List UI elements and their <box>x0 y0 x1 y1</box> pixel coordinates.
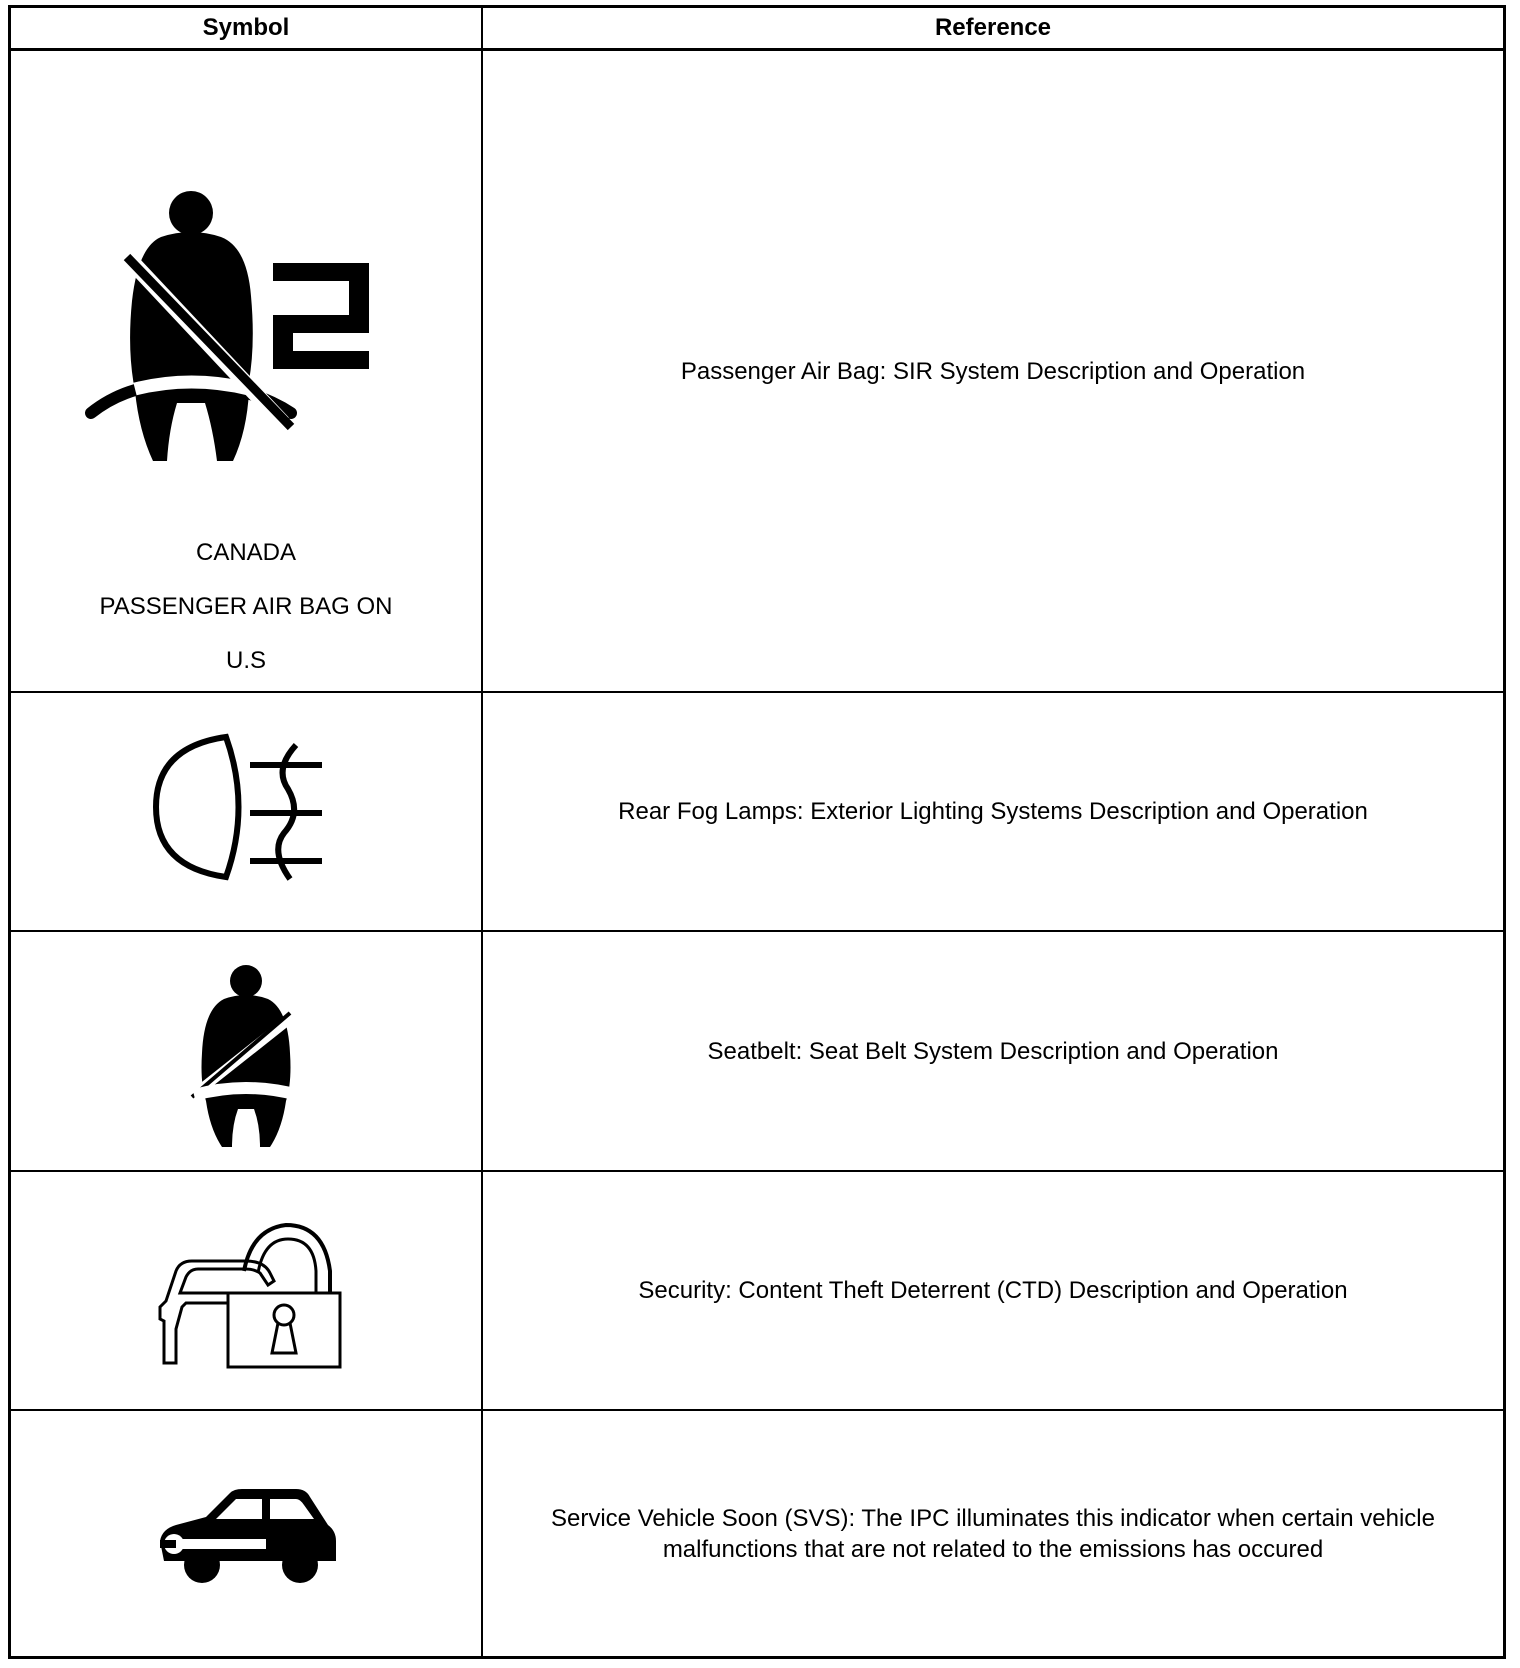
seatbelt-airbag-2-icon <box>11 51 481 511</box>
symbol-cell-service-vehicle <box>11 1411 481 1657</box>
reference-seatbelt: Seatbelt: Seat Belt System Description and Operation <box>707 1037 1279 1065</box>
caption-us: U.S <box>225 647 266 674</box>
seatbelt-icon <box>166 951 326 1151</box>
reference-security: Security: Content Theft Deterrent (CTD) Description and Operation <box>638 1277 1348 1304</box>
symbol-column-header: Symbol <box>202 14 290 41</box>
caption-passenger-air-bag-on: PASSENGER AIR BAG ON <box>99 593 393 620</box>
caption-canada: CANADA <box>195 539 297 566</box>
service-vehicle-wrench-icon <box>146 1479 346 1589</box>
rear-fog-lamp-icon <box>126 727 366 897</box>
reference-rear-fog: Rear Fog Lamps: Exterior Lighting Systems Description and Operation <box>618 798 1368 825</box>
symbol-cell-passenger-airbag <box>11 51 481 691</box>
reference-service-vehicle: Service Vehicle Soon (SVS): The IPC illuminates this indicator when certain vehicle malfunctions that are not related to the emissions has occured <box>551 1505 1435 1563</box>
reference-column-header: Reference <box>934 14 1052 41</box>
symbol-cell-security <box>11 1172 481 1409</box>
symbol-cell-rear-fog <box>11 693 481 930</box>
reference-passenger-airbag: Passenger Air Bag: SIR System Description and Operation <box>680 357 1306 385</box>
symbol-cell-seatbelt <box>11 932 481 1170</box>
security-lock-car-icon <box>146 1211 346 1371</box>
indicator-reference-table <box>8 5 1506 1659</box>
